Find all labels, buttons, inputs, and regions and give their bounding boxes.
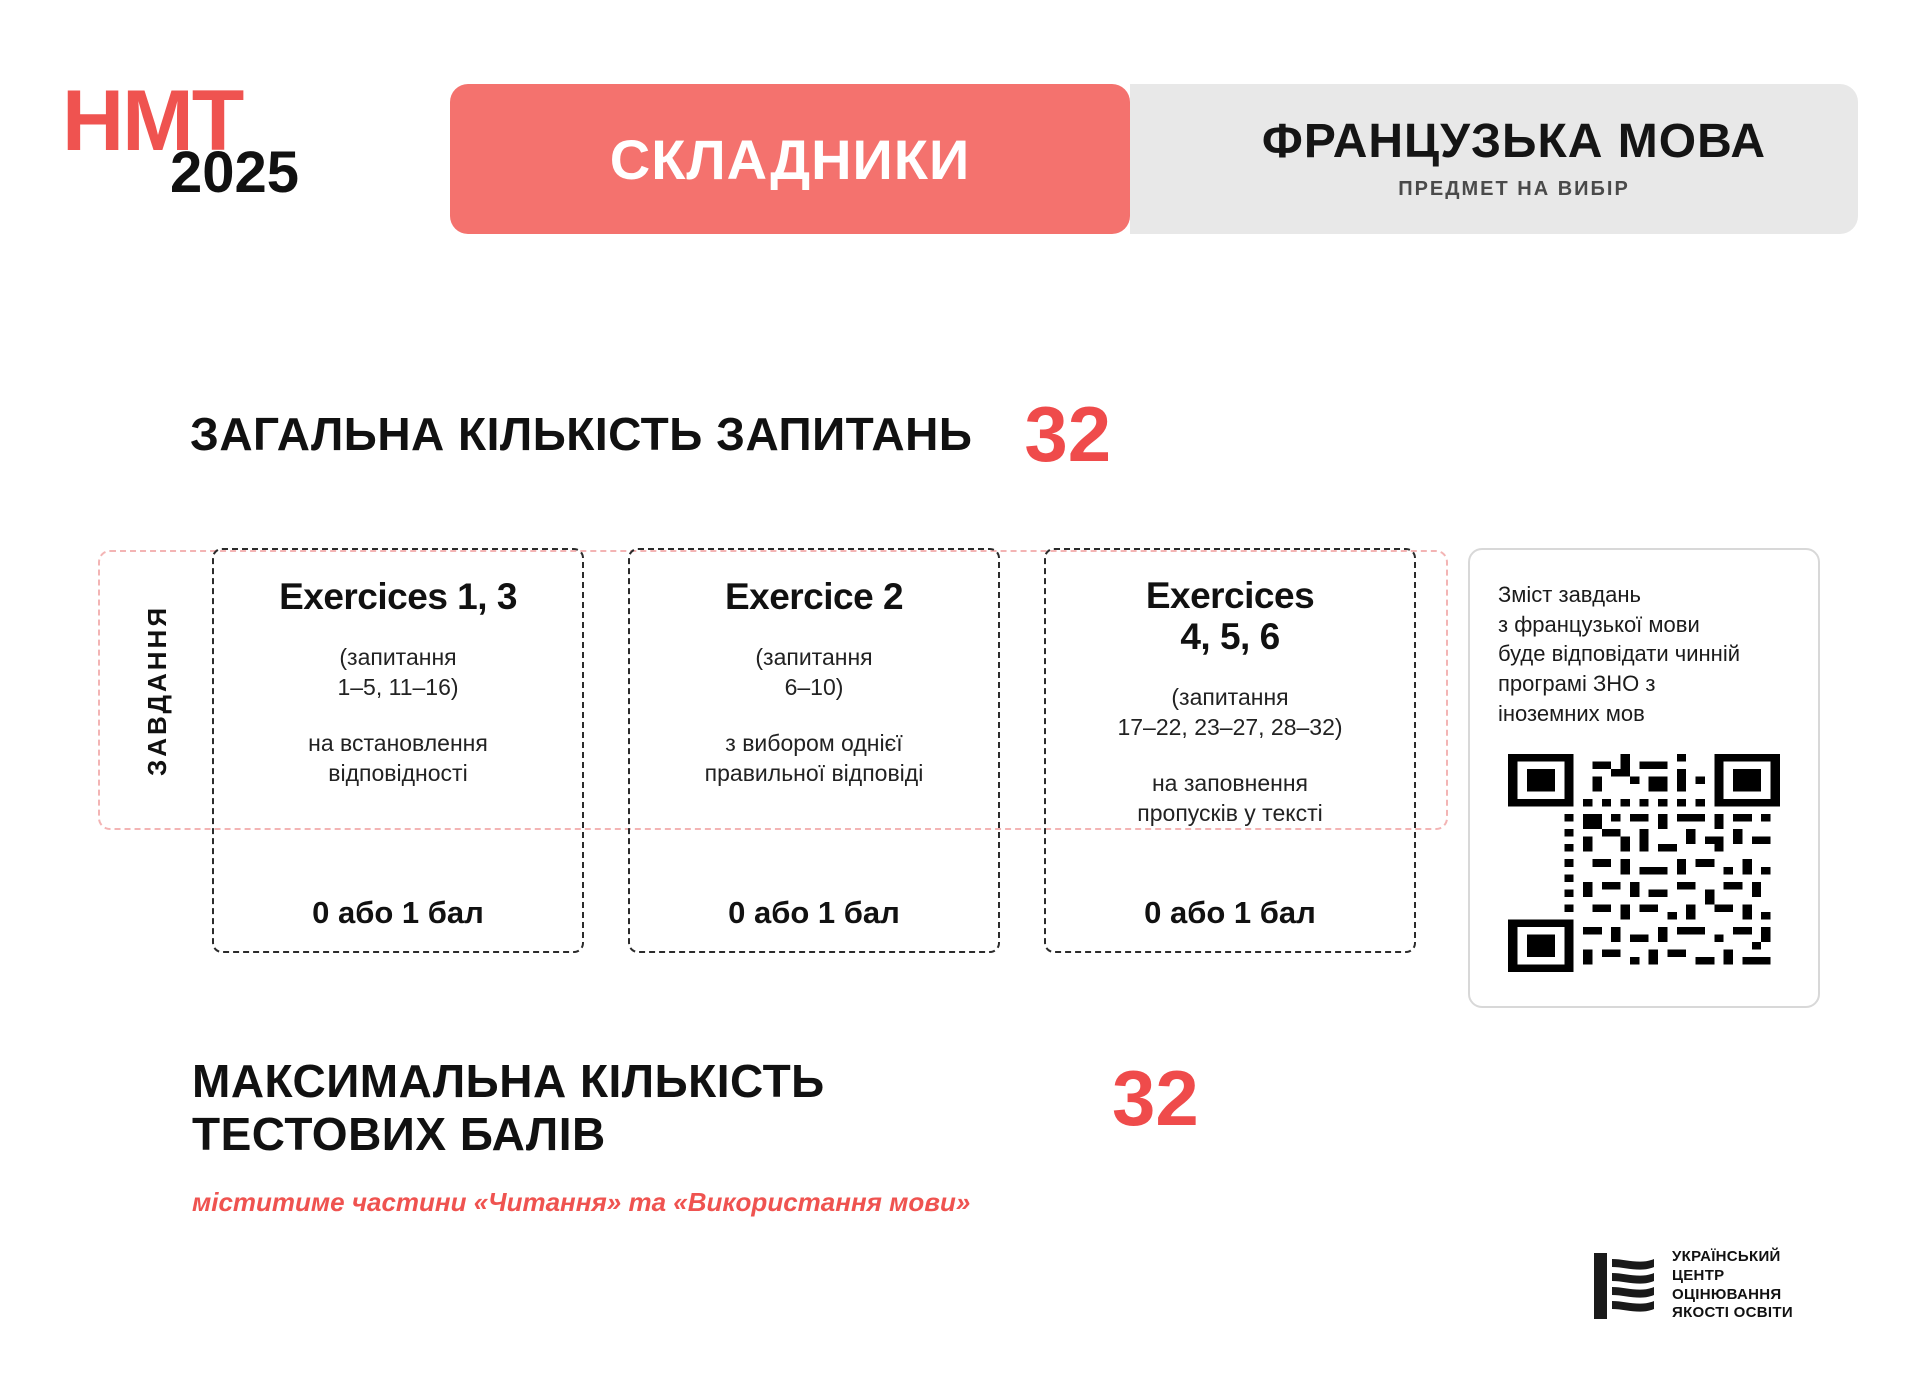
- task-card-description: на заповнення пропусків у тексті: [1137, 770, 1323, 827]
- task-card: [628, 548, 1000, 953]
- tasks-vertical-label: [128, 570, 188, 810]
- max-score-value: 32: [1112, 1054, 1199, 1142]
- ucqe-line-4: ЯКОСТІ ОСВІТИ: [1672, 1304, 1793, 1322]
- task-card: [212, 548, 584, 953]
- subject-name: ФРАНЦУЗЬКА МОВА: [1261, 115, 1767, 169]
- task-card-title: Exercice 2: [724, 576, 904, 617]
- max-score-note: міститиме частини «Читання» та «Використання мови»: [192, 1186, 971, 1217]
- title-pill-label: СКЛАДНИКИ: [609, 127, 971, 191]
- nmt-logo: [62, 73, 362, 205]
- task-card: [1044, 548, 1416, 953]
- title-pill: [450, 84, 1130, 234]
- book-icon: [1592, 1249, 1658, 1323]
- content-note-panel: [1468, 548, 1820, 1008]
- ucqe-line-1: УКРАЇНСЬКИЙ: [1672, 1248, 1781, 1265]
- task-card-description: з вибором однієї правильної відповіді: [704, 730, 924, 787]
- task-card-title: Exercices 1, 3: [279, 576, 517, 617]
- page-header: [62, 73, 1858, 233]
- task-card-title: Exercices 4, 5, 6: [1145, 575, 1315, 657]
- task-card-range: (запитання 17–22, 23–27, 28–32): [1117, 684, 1343, 741]
- ucqe-line-2: ЦЕНТР: [1672, 1266, 1725, 1284]
- qr-code-icon[interactable]: [1508, 754, 1780, 972]
- tasks-vertical-label-text: ЗАВДАННЯ: [142, 604, 173, 776]
- ucqe-logo-text: [1672, 1248, 1793, 1323]
- total-questions-label: ЗАГАЛЬНА КІЛЬКІСТЬ ЗАПИТАНЬ: [190, 408, 973, 460]
- total-questions-value: 32: [1024, 390, 1112, 478]
- max-score-row: [192, 1055, 1442, 1161]
- max-score-label: МАКСИМАЛЬНА КІЛЬКІСТЬ ТЕСТОВИХ БАЛІВ: [192, 1055, 825, 1160]
- task-card-range: (запитання 1–5, 11–16): [337, 644, 459, 701]
- logo-year-text: 2025: [170, 139, 300, 205]
- ucqe-line-3: ОЦІНЮВАННЯ: [1672, 1285, 1782, 1303]
- task-card-range: (запитання 6–10): [755, 644, 873, 701]
- total-questions-row: [190, 390, 1112, 478]
- task-card-points: 0 або 1 бал: [312, 895, 484, 930]
- task-cards: [212, 548, 1432, 953]
- task-card-points: 0 або 1 бал: [728, 895, 900, 930]
- subject-pill: [1130, 84, 1858, 234]
- ucqe-logo: [1592, 1248, 1793, 1323]
- content-note-text: Зміст завдань з французької мови буде відповідати чинній програмі ЗНО з іноземних мов: [1498, 582, 1740, 726]
- subject-subtitle: ПРЕДМЕТ НА ВИБІР: [1398, 177, 1630, 200]
- task-card-description: на встановлення відповідності: [308, 730, 488, 787]
- max-score-block: [192, 1055, 1442, 1218]
- logo-main-text: НМТ: [62, 73, 243, 169]
- task-card-points: 0 або 1 бал: [1144, 895, 1316, 930]
